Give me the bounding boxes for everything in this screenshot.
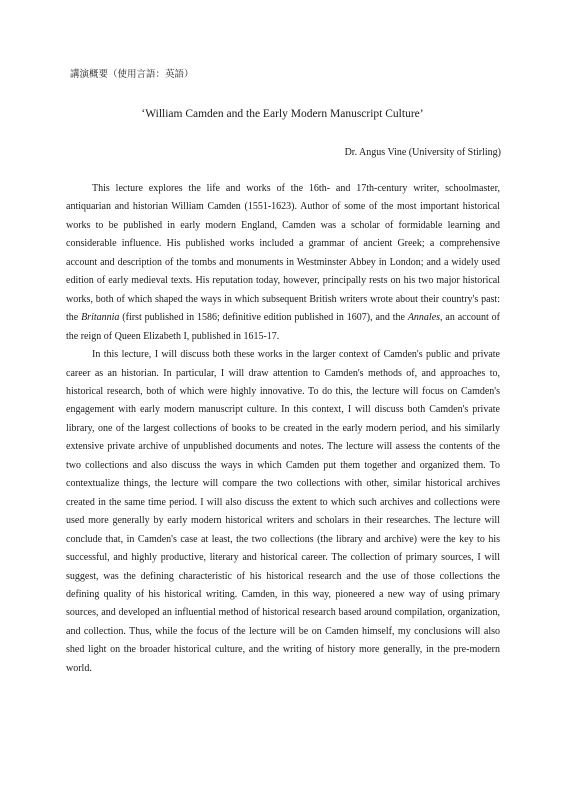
abstract-body xyxy=(66,180,500,678)
paragraph-1-text-b: (first published in 1586; definitive edition published in 1607), and the xyxy=(119,312,408,324)
author-line: Dr. Angus Vine (University of Stirling) xyxy=(344,147,501,158)
paragraph-1 xyxy=(66,180,500,346)
lecture-title: ‘William Camden and the Early Modern Manuscript Culture’ xyxy=(141,108,424,120)
paragraph-1-text-c: , an account of the reign of Queen Elizabeth I, published in 1615-17. xyxy=(66,312,500,342)
language-note: 講演概要（使用言語：英語） xyxy=(70,69,194,80)
paragraph-2: In this lecture, I will discuss both these works in the larger context of Camden's public and private career as an historian. In particular, I will draw attention to Camden's methods of, and approaches to, historical research, both of which were highly innovative. To do this, the lecture will focus on Camden's engagement with early modern manuscript culture. In this context, I will discuss both Camden's private library, one of the largest collections of books to be created in the early modern period, and his similarly extensive private archive of unpublished documents and notes. The lecture will assess the contents of the two collections and also discuss the ways in which Camden put them together and organized them. To contextualize things, the lecture will compare the two collections with other, similar historical archives created in the same time period. I will also discuss the extent to which such archives and collections were used more generally by early modern historical writers and scholars in their researches. The lecture will conclude that, in Camden's case at least, the two collections (the library and archive) were the key to his successful, and highly productive, literary and historical career. The collection of primary sources, I will suggest, was the defining characteristic of his historical research and the use of those collections the defining quality of his historical writing. Camden, in this way, pioneered a new way of using primary sources, and developed an influential method of historical research based around compilation, organization, and collection. Thus, while the focus of the lecture will be on Camden himself, my conclusions will also shed light on the broader historical culture, and the writing of history more generally, in the pre-modern world. xyxy=(66,349,500,674)
paragraph-1-text-a: This lecture explores the life and works of the 16th- and 17th-century writer, schoolmaster, antiquarian and historian William Camden (1551-1623). Author of some of the most important historical works to be published in early modern England, Camden was a scholar of formidable learning and considerable influence. His published works included a grammar of ancient Greek; a comprehensive account and description of the tombs and monuments in Westminster Abbey in London; and a widely used edition of early medieval texts. His reputation today, however, principally rests on his two major historical works, both of which shaped the ways in which subsequent British writers wrote about their country's past: the xyxy=(66,183,500,324)
britannia-title: Britannia xyxy=(81,312,120,324)
annales-title: Annales xyxy=(407,312,441,324)
